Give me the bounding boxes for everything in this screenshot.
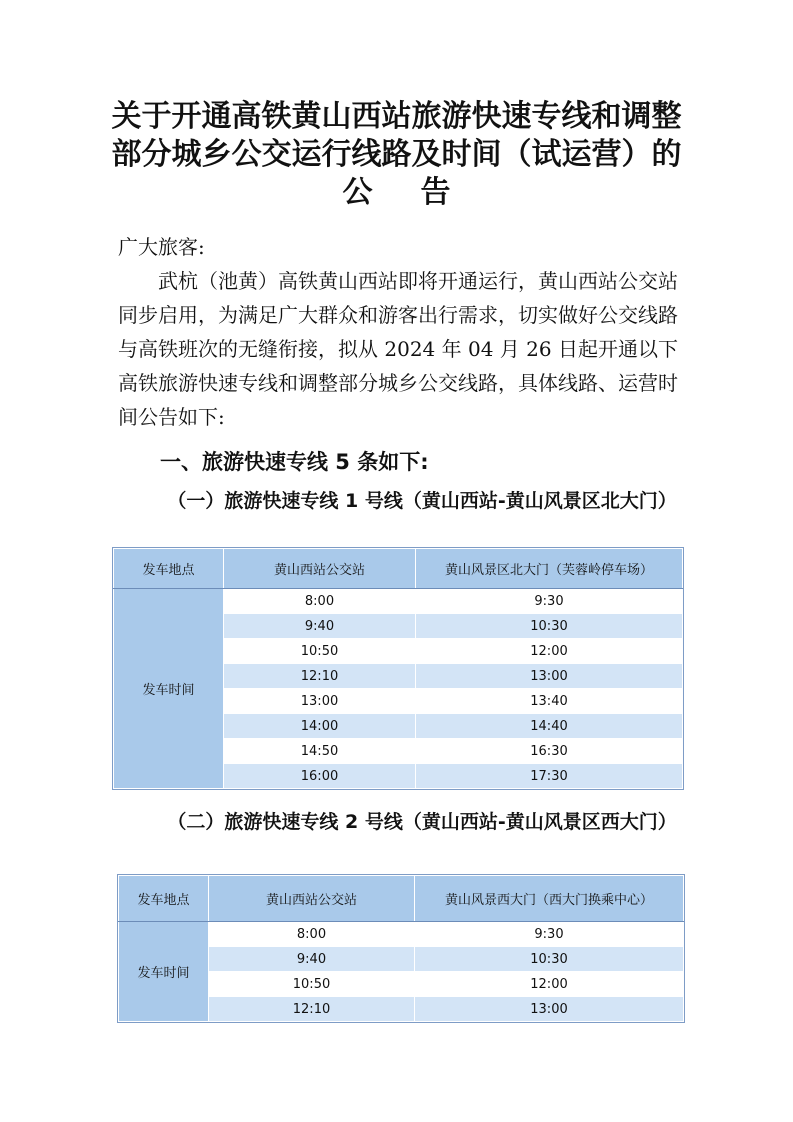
arrive-time-cell: 14:40 [416, 714, 683, 739]
title-line-2: 部分城乡公交运行线路及时间（试运营）的 [111, 137, 682, 172]
depart-time-cell: 12:10 [224, 664, 416, 689]
arrive-time-cell: 16:30 [416, 739, 683, 764]
depart-time-cell: 10:50 [209, 972, 415, 997]
section-heading-express-lines: 一、旅游快速专线 5 条如下: [160, 450, 429, 474]
arrive-time-cell: 12:00 [415, 972, 684, 997]
depart-time-cell: 9:40 [224, 614, 416, 639]
depart-time-cell: 12:10 [209, 997, 415, 1022]
arrive-time-cell: 9:30 [415, 922, 684, 947]
arrive-time-cell: 9:30 [416, 589, 683, 614]
header-cell: 黄山西站公交站 [209, 876, 415, 922]
header-cell: 黄山西站公交站 [224, 549, 416, 589]
header-cell: 发车地点 [119, 876, 209, 922]
title-line-1: 关于开通高铁黄山西站旅游快速专线和调整 [111, 99, 682, 134]
line-2-schedule-table [118, 875, 684, 1022]
row-label-cell: 发车时间 [114, 589, 224, 789]
header-cell: 黄山风景区北大门（芙蓉岭停车场） [416, 549, 683, 589]
line-1-heading: （一）旅游快速专线 1 号线（黄山西站-黄山风景区北大门） [167, 490, 677, 512]
depart-time-cell: 14:50 [224, 739, 416, 764]
arrive-time-cell: 13:00 [415, 997, 684, 1022]
depart-time-cell: 9:40 [209, 947, 415, 972]
line-2-heading: （二）旅游快速专线 2 号线（黄山西站-黄山风景区西大门） [167, 811, 677, 833]
depart-time-cell: 14:00 [224, 714, 416, 739]
arrive-time-cell: 10:30 [416, 614, 683, 639]
table-row [114, 589, 683, 614]
row-label-cell: 发车时间 [119, 922, 209, 1022]
table-row [119, 922, 684, 947]
table-header-row [119, 876, 684, 922]
greeting: 广大旅客: [118, 235, 205, 259]
header-cell: 黄山风景西大门（西大门换乘中心） [415, 876, 684, 922]
arrive-time-cell: 13:40 [416, 689, 683, 714]
arrive-time-cell: 12:00 [416, 639, 683, 664]
depart-time-cell: 16:00 [224, 764, 416, 789]
notice-title [100, 98, 693, 212]
depart-time-cell: 10:50 [224, 639, 416, 664]
arrive-time-cell: 13:00 [416, 664, 683, 689]
depart-time-cell: 13:00 [224, 689, 416, 714]
intro-paragraph: 武杭（池黄）高铁黄山西站即将开通运行，黄山西站公交站同步启用，为满足广大群众和游客出行需求，切实做好公交线路与高铁班次的无缝衔接，拟从 2024 年 04 月 26 日起开通以下高铁旅游快速专线和调整部分城乡公交线路，具体线路、运营时间公告如下: [118, 269, 678, 429]
depart-time-cell: 8:00 [209, 922, 415, 947]
line-1-schedule-table [113, 548, 683, 789]
arrive-time-cell: 17:30 [416, 764, 683, 789]
title-line-3: 公告 [342, 175, 499, 210]
header-cell: 发车地点 [114, 549, 224, 589]
table-header-row [114, 549, 683, 589]
depart-time-cell: 8:00 [224, 589, 416, 614]
arrive-time-cell: 10:30 [415, 947, 684, 972]
